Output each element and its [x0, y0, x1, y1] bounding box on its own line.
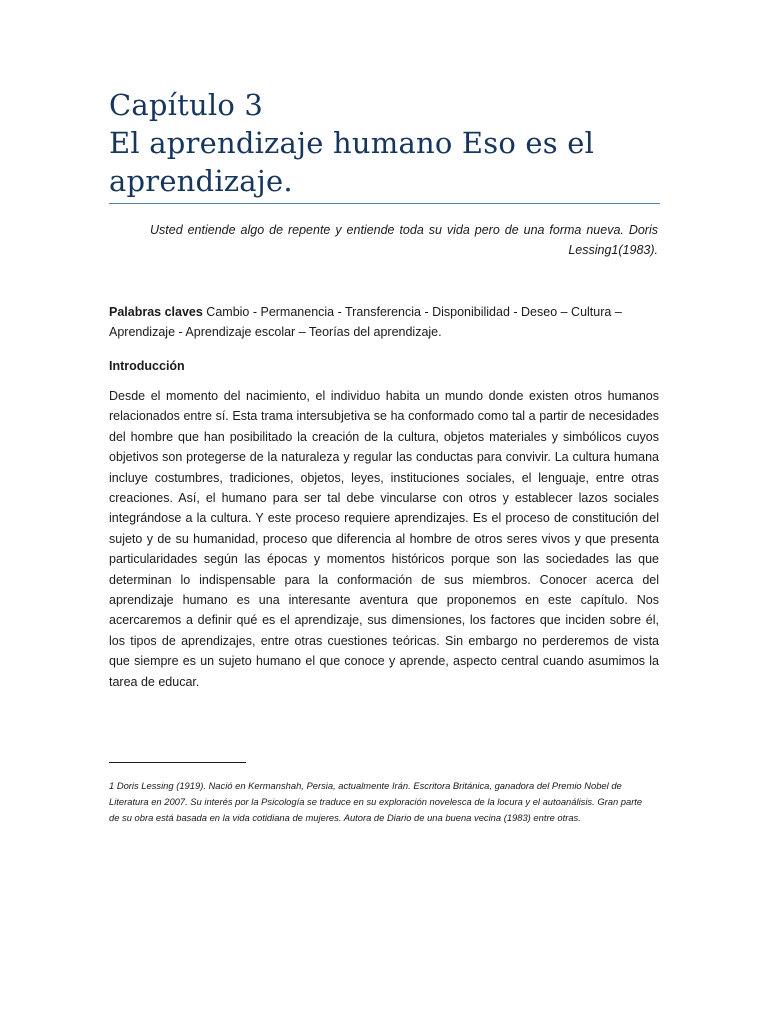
epigraph-line-1: Usted entiende algo de repente y entiende toda su vida pero de una forma nueva. Doris — [150, 223, 658, 237]
epigraph-line-2: Lessing1(1983). — [568, 243, 658, 257]
epigraph-quote — [150, 220, 658, 260]
section-heading-introduction: Introducción — [109, 359, 185, 373]
chapter-title-line-2: aprendizaje. — [109, 164, 293, 198]
footnote-separator — [109, 762, 246, 763]
chapter-title — [109, 86, 669, 200]
introduction-paragraph: Desde el momento del nacimiento, el individuo habita un mundo donde existen otros humanos relacionados entre sí. Esta trama intersubjetiva se ha conformado como tal a partir de necesidades del hombre que han posibilitado la creación de la cultura, objetos materiales y simbólicos cuyos objetivos son protegerse de la naturaleza y regular las conductas para convivir. La cultura humana incluye costumbres, tradiciones, objetos, leyes, instituciones sociales, el lenguaje, entre otras creaciones. Así, el humano para ser tal debe vincularse con otros y establecer lazos sociales integrándose a la cultura. Y este proceso requiere aprendizajes. Es el proceso de constitución del sujeto y de su humanidad, proceso que diferencia al hombre de otros seres vivos y que presenta particularidades según las épocas y momentos históricos porque son las sociedades las que determinan lo indispensable para la conformación de sus miembros. Conocer acerca del aprendizaje humano es una interesante aventura que proponemos en este capítulo. Nos acercaremos a definir qué es el aprendizaje, sus dimensiones, los factores que inciden sobre él, los tipos de aprendizajes, entre otras cuestiones teóricas. Sin embargo no perderemos de vista que siempre es un sujeto humano el que conoce y aprende, aspecto central cuando asumimos la tarea de educar. — [109, 389, 659, 689]
keywords-paragraph — [109, 302, 660, 342]
keywords-label: Palabras claves — [109, 305, 203, 319]
chapter-title-line-1: El aprendizaje humano Eso es el — [109, 126, 595, 160]
title-divider — [109, 203, 660, 204]
chapter-number: Capítulo 3 — [109, 88, 264, 122]
footnote: 1 Doris Lessing (1919). Nació en Kermanshah, Persia, actualmente Irán. Escritora Británica, ganadora del Premio Nobel de Literatura en 2007. Su interés por la Psicología se traduce en su exploración novelesca de la locura y el autoanálisis. Gran parte de su obra está basada en la vida cotidiana de mujeres. Autora de Diario de una buena vecina (1983) entre otras. — [109, 780, 643, 823]
keywords-text: Cambio - Permanencia - Transferencia - Disponibilidad - Deseo – Cultura – Aprendizaje - Aprendizaje escolar – Teorías del aprendizaje. — [109, 305, 622, 339]
